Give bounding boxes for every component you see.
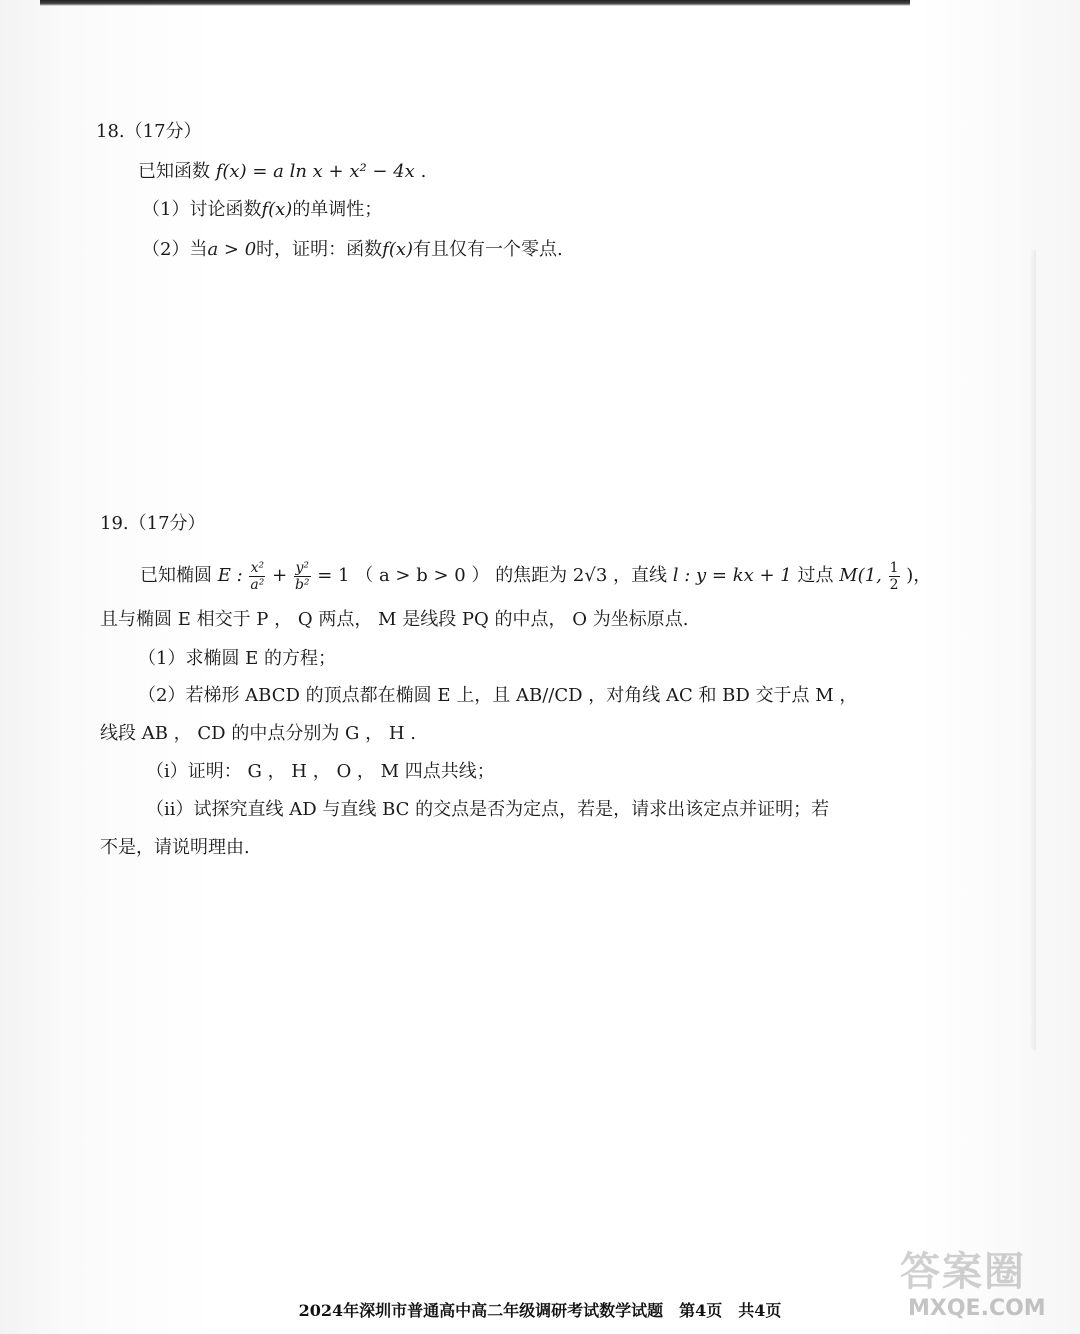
point-frac: $\frac{1}{2}$	[889, 559, 899, 593]
q19-line2: 且与椭圆 E 相交于 P ， Q 两点， M 是线段 PQ 的中点， O 为坐标原点.	[100, 609, 689, 630]
q19-header: 19.（17分）	[100, 513, 206, 534]
q18-stem: 已知函数 f(x) = a ln x + x² − 4x .	[138, 161, 427, 182]
ellipse-frac-y: $\frac{\text{y²}}{\text{b²}}$	[294, 559, 310, 593]
q19-part2-ii-line1: （ii）试探究直线 AD 与直线 BC 的交点是否为定点，若是，请求出该定点并证明；若	[146, 799, 830, 820]
q19-part2-line2: 线段 AB ， CD 的中点分别为 G ， H .	[100, 723, 417, 744]
watermark	[900, 1240, 1070, 1330]
watermark-url: MXQE.COM	[908, 1296, 1046, 1321]
q18-part1: （1）讨论函数f(x)的单调性；	[142, 199, 383, 220]
ellipse-frac-x: $\frac{\text{x²}}{\text{a²}}$	[250, 559, 265, 593]
q19-part2-line1: （2）若梯形 ABCD 的顶点都在椭圆 E 上，且 AB//CD ，对角线 AC 和 BD 交于点 M ，	[138, 685, 858, 706]
q19-part2-i: （i）证明： G ， H ， O ， M 四点共线；	[146, 761, 495, 782]
scan-top-edge	[40, 0, 910, 6]
q19-part2-ii-line2: 不是，请说明理由.	[100, 837, 250, 858]
q18-header: 18.（17分）	[96, 121, 202, 142]
watermark-logo: 答案圈	[900, 1249, 1026, 1295]
page-footer: 2024年深圳市普通高中高二年级调研考试数学试题 第4页 共4页	[298, 1301, 782, 1320]
q19-stem: 已知椭圆 E : $\frac{\text{x²}}{\text{a²}}$ + $\frac{\text{y²}}{\text{b²}}$ = 1 （ a > b > 0 ） 的焦距为 2√3 ，直线 l : y = kx + 1 过点 M(1, $\frac{1}{2}$ )，	[140, 559, 932, 593]
q19-part1: （1）求椭圆 E 的方程；	[138, 648, 337, 669]
q18-part2: （2）当a > 0时，证明：函数f(x)有且仅有一个零点.	[142, 239, 563, 260]
scan-right-shadow	[1030, 250, 1036, 1050]
